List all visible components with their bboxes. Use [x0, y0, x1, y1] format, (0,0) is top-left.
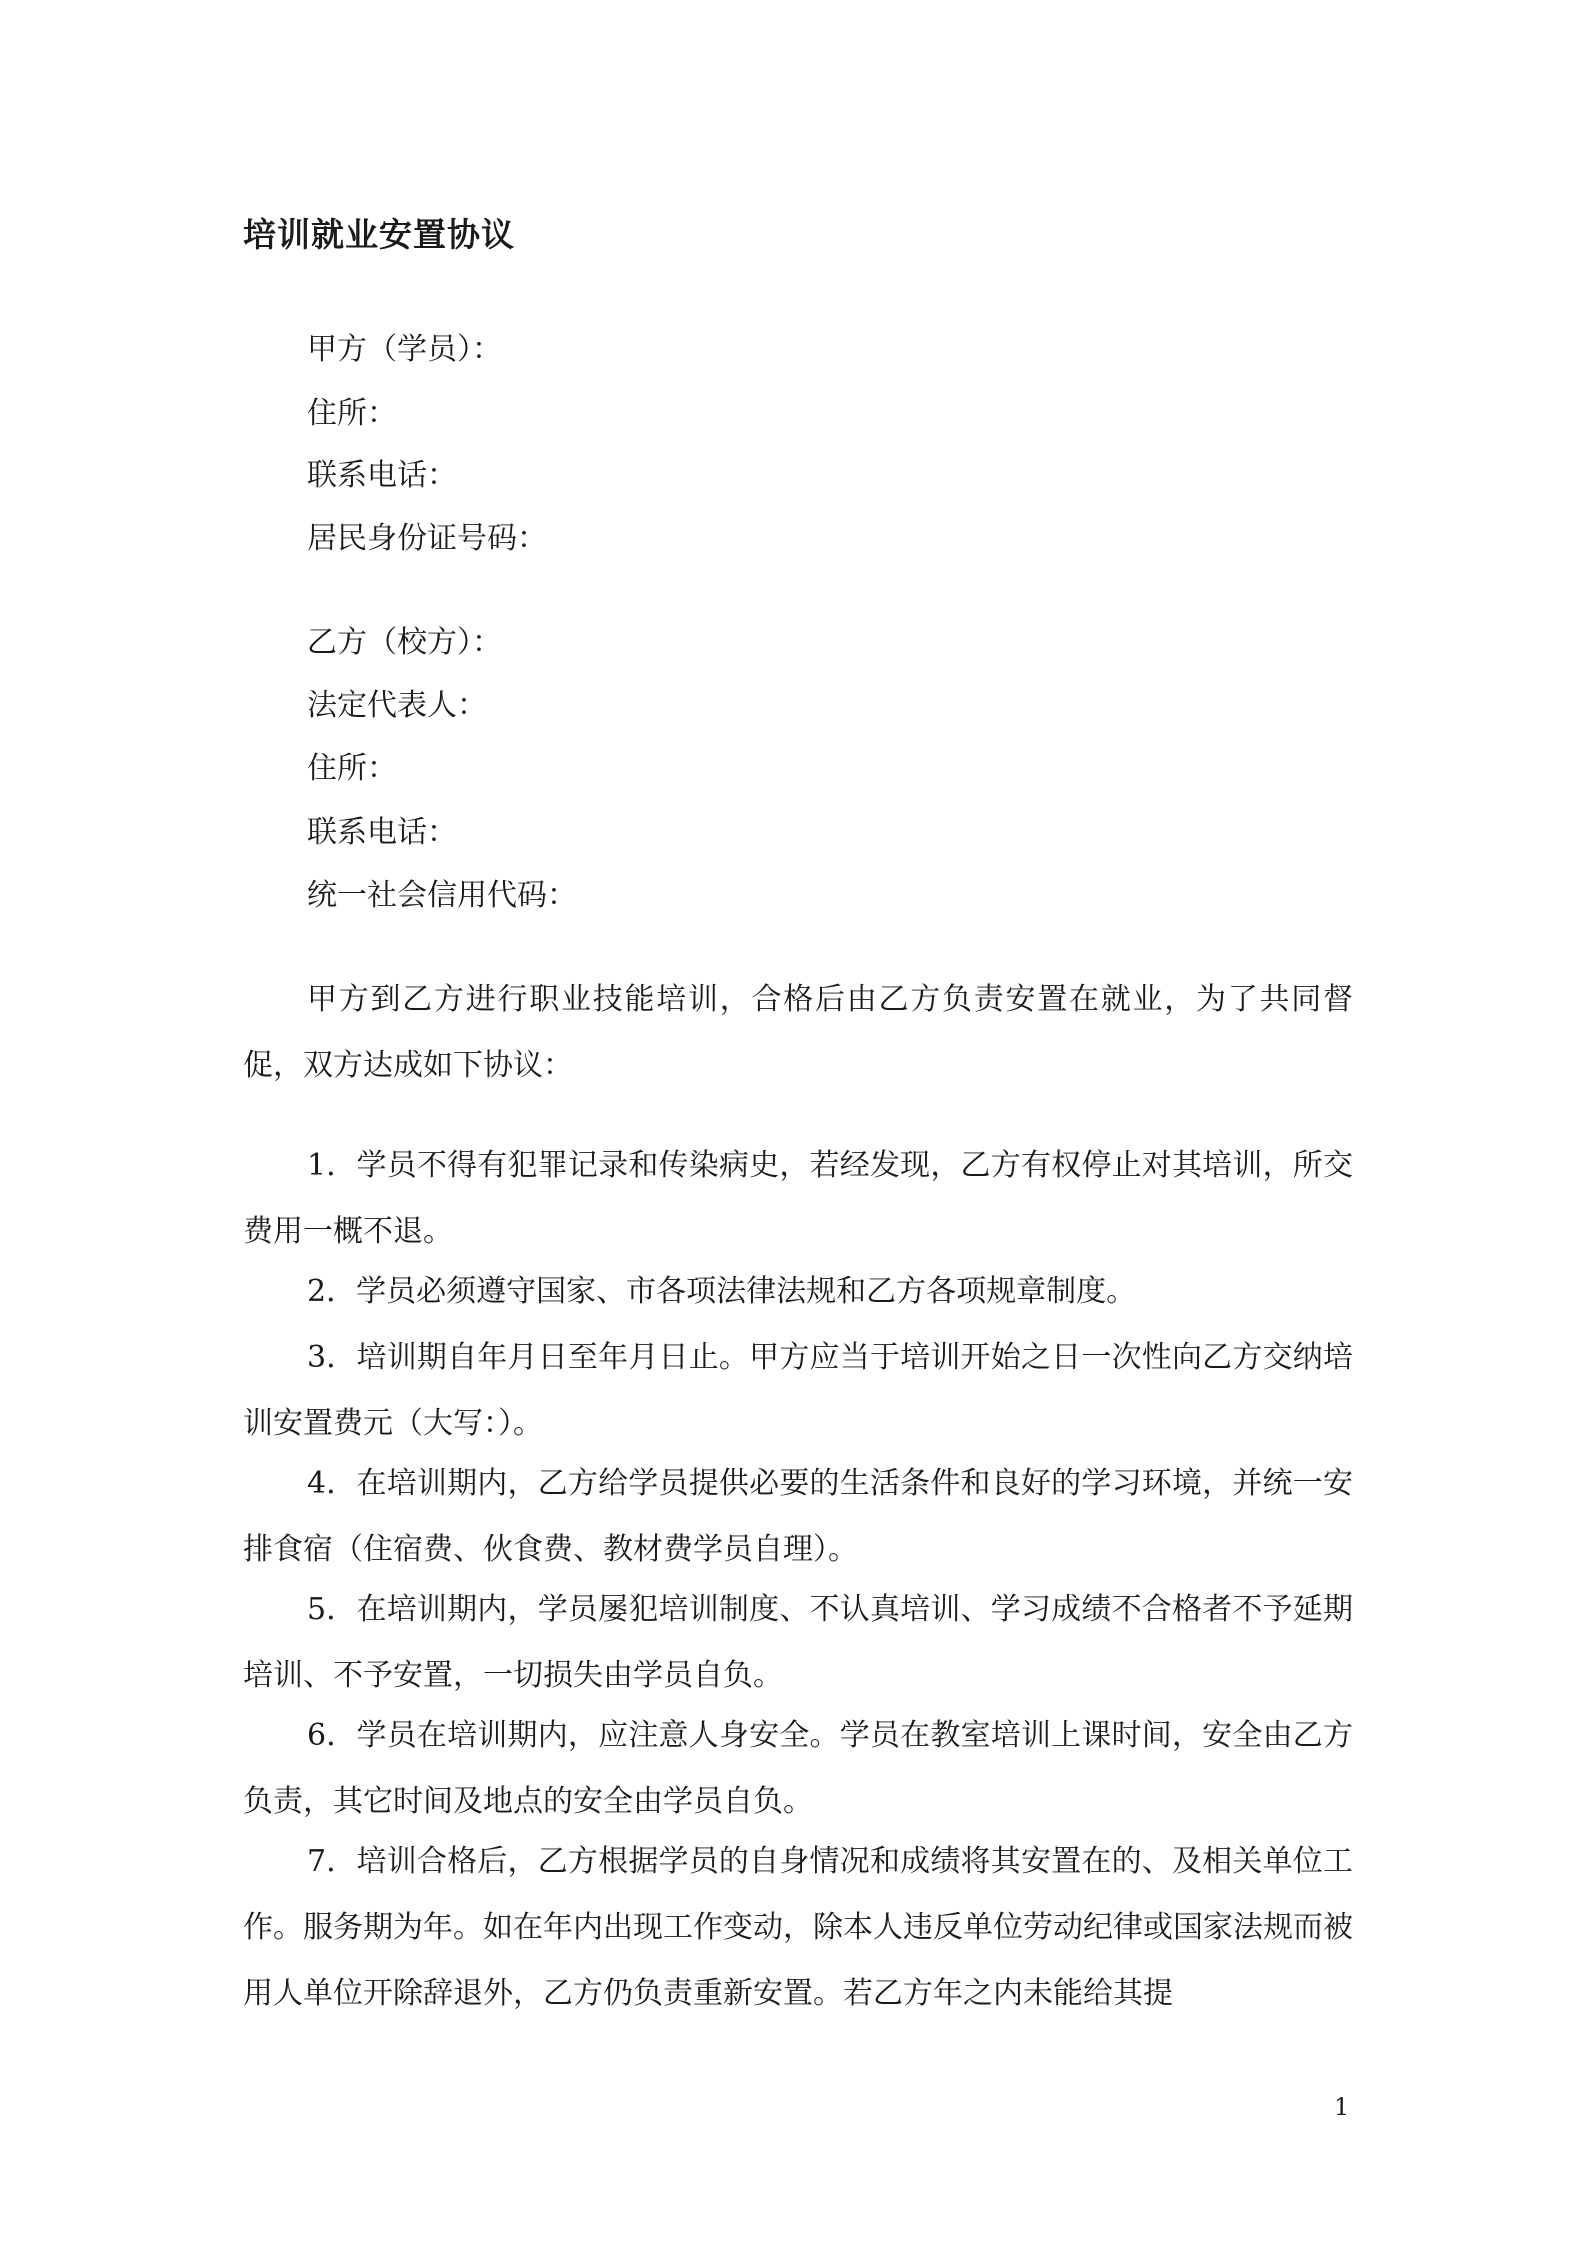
- clause-5: 5．在培训期内，学员屡犯培训制度、不认真培训、学习成绩不合格者不予延期培训、不予安置，一切损失由学员自负。: [243, 1592, 1353, 1693]
- party-b-legal-rep-field: 法定代表人：: [307, 688, 487, 723]
- clause-2: 2．学员必须遵守国家、市各项法律法规和乙方各项规章制度。: [307, 1274, 1137, 1309]
- party-b-phone-field: 联系电话：: [307, 815, 457, 850]
- party-a-heading: 甲方（学员）：: [307, 332, 502, 367]
- clause-6: 6．学员在培训期内，应注意人身安全。学员在教室培训上课时间，安全由乙方负责，其它时间及地点的安全由学员自负。: [243, 1718, 1353, 1819]
- party-b-heading: 乙方（校方）：: [307, 625, 502, 660]
- party-b-credit-code-field: 统一社会信用代码：: [307, 878, 577, 913]
- clause-3: 3．培训期自年月日至年月日止。甲方应当于培训开始之日一次性向乙方交纳培训安置费元（大写：）。: [243, 1340, 1353, 1441]
- clause-4: 4．在培训期内，乙方给学员提供必要的生活条件和良好的学习环境，并统一安排食宿（住宿费、伙食费、教材费学员自理）。: [243, 1466, 1353, 1567]
- party-b-address-field: 住所：: [307, 751, 397, 786]
- party-a-address-field: 住所：: [307, 396, 397, 431]
- clause-7: 7．培训合格后，乙方根据学员的自身情况和成绩将其安置在的、及相关单位工作。服务期为年。如在年内出现工作变动，除本人违反单位劳动纪律或国家法规而被用人单位开除辞退外，乙方仍负责重新安置。若乙方年之内未能给其提: [243, 1844, 1353, 2011]
- party-a-phone-field: 联系电话：: [307, 458, 457, 493]
- document-title: 培训就业安置协议: [243, 215, 515, 254]
- party-a-id-number-field: 居民身份证号码：: [307, 521, 547, 556]
- clause-1: 1．学员不得有犯罪记录和传染病史，若经发现，乙方有权停止对其培训，所交费用一概不退。: [243, 1148, 1353, 1249]
- intro-paragraph: 甲方到乙方进行职业技能培训，合格后由乙方负责安置在就业，为了共同督促，双方达成如下协议：: [243, 982, 1353, 1083]
- page-number: 1: [1334, 2093, 1350, 2121]
